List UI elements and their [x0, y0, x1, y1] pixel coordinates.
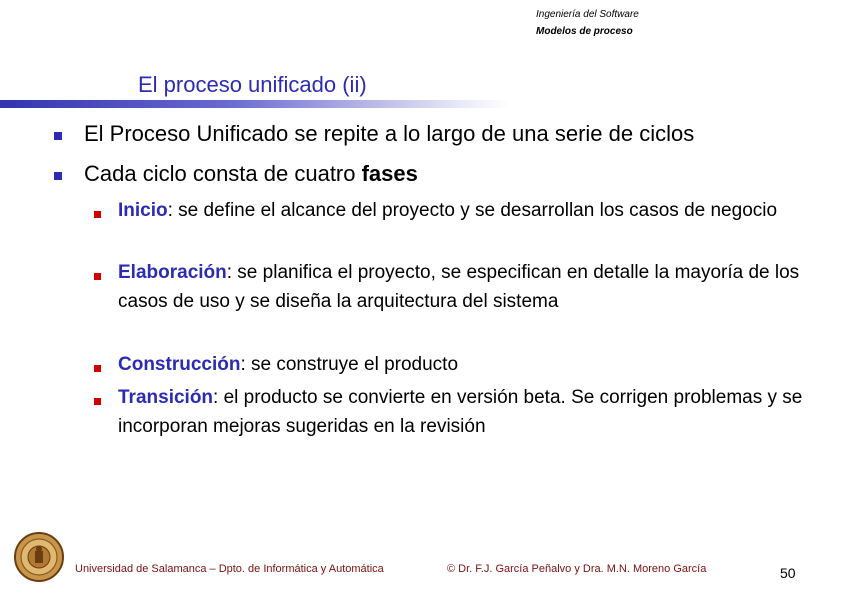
phase-term: Transición — [118, 387, 214, 408]
page-number: 50 — [780, 565, 796, 581]
phase-term: Inicio — [118, 200, 168, 221]
phase-term: Elaboración — [118, 262, 227, 283]
phase-term: Construcción — [118, 354, 241, 375]
phase-desc: : se define el alcance del proyecto y se desarrollan los casos de negocio — [167, 200, 778, 221]
phase-desc: : se construye el producto — [240, 354, 459, 375]
phase-item-elaboracion — [118, 258, 808, 316]
phase-item-construccion — [118, 350, 808, 379]
header-course: Ingeniería del Software — [536, 9, 639, 20]
sub-bullet-square-icon — [94, 211, 101, 218]
phase-desc: : se planifica el proyecto, se especifican en detalle la mayoría de los casos de uso y se diseña la arquitectura del sistema — [118, 262, 800, 312]
sub-bullet-square-icon — [94, 273, 101, 280]
footer-institution: Universidad de Salamanca – Dpto. de Informática y Automática — [75, 563, 384, 575]
bullet-text-2-main: Cada ciclo consta de cuatro — [84, 161, 362, 186]
title-underline-bar — [0, 100, 510, 108]
sub-bullet-square-icon — [94, 365, 101, 372]
university-seal-icon — [14, 532, 64, 582]
slide-title: El proceso unificado (ii) — [138, 72, 367, 97]
bullet-text-2 — [84, 161, 418, 187]
bullet-square-icon — [54, 172, 62, 180]
sub-bullet-square-icon — [94, 398, 101, 405]
phase-item-transicion — [118, 383, 808, 441]
footer-copyright: © Dr. F.J. García Peñalvo y Dra. M.N. Moreno García — [447, 563, 707, 575]
bullet-text-2-bold: fases — [361, 161, 418, 186]
header-section: Modelos de proceso — [536, 26, 633, 37]
bullet-text-1: El Proceso Unificado se repite a lo largo de una serie de ciclos — [84, 121, 695, 146]
phase-item-inicio — [118, 196, 808, 225]
phase-desc: : el producto se convierte en versión beta. Se corrigen problemas y se incorporan mejoras sugeridas en la revisión — [118, 387, 803, 437]
bullet-square-icon — [54, 132, 62, 140]
